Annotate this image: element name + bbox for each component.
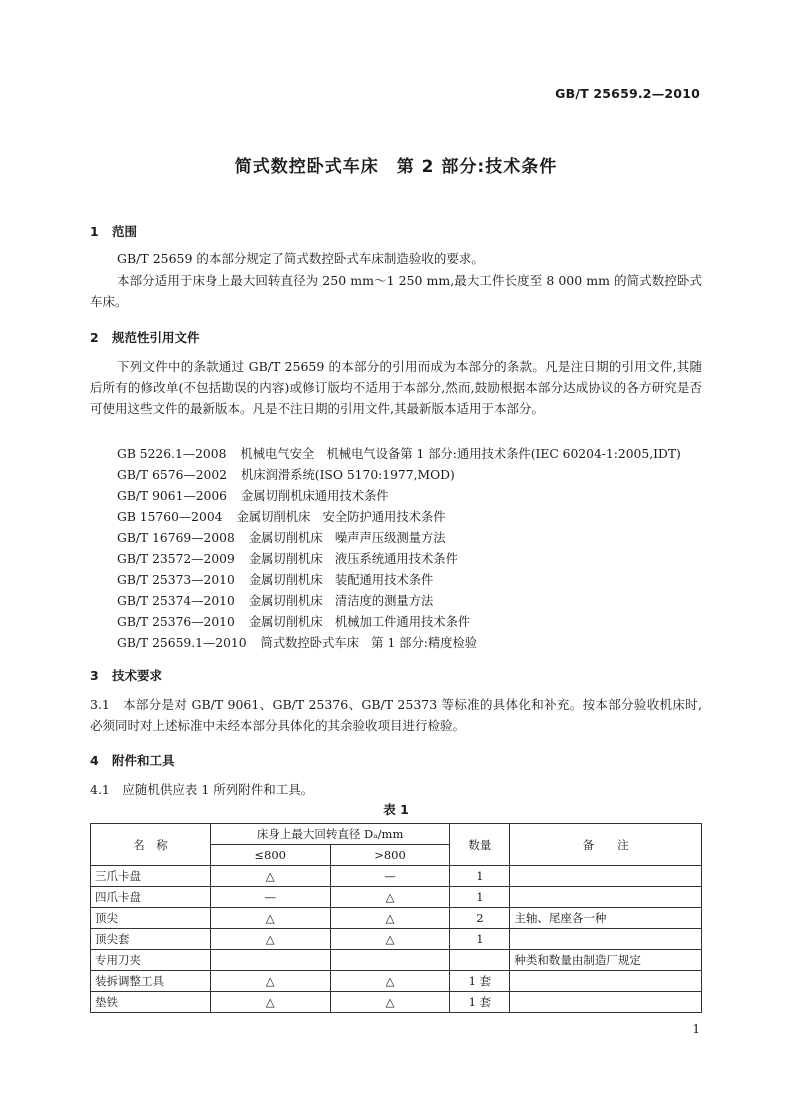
table-header-row	[91, 824, 702, 845]
reference-list	[117, 444, 681, 654]
cell-gt800	[330, 950, 450, 971]
section-title: 附件和工具	[112, 753, 175, 768]
cell-gt800: △	[330, 887, 450, 908]
section-2-heading	[90, 328, 200, 346]
header-name: 名 称	[91, 824, 211, 866]
reference-name: 金属切削机床 液压系统通用技术条件	[248, 552, 458, 566]
section-title: 范围	[112, 224, 138, 239]
cell-le800: △	[210, 971, 330, 992]
cell-remark: 主轴、尾座各一种	[510, 908, 702, 929]
cell-gt800: —	[330, 866, 450, 887]
table-row	[91, 929, 702, 950]
reference-name: 简式数控卧式车床 第 1 部分:精度检验	[260, 636, 478, 650]
table-row	[91, 866, 702, 887]
reference-item	[117, 486, 681, 507]
reference-name: 金属切削机床 清洁度的测量方法	[248, 594, 434, 608]
cell-le800: △	[210, 992, 330, 1013]
cell-quantity	[450, 950, 510, 971]
header-diameter: 床身上最大回转直径 Dₐ/mm	[210, 824, 450, 845]
cell-remark	[510, 929, 702, 950]
cell-le800: △	[210, 929, 330, 950]
reference-name: 金属切削机床通用技术条件	[241, 489, 389, 503]
cell-name: 四爪卡盘	[91, 887, 211, 908]
accessories-table	[90, 823, 702, 1013]
cell-name: 装拆调整工具	[91, 971, 211, 992]
section-number: 4	[90, 753, 99, 768]
reference-item	[117, 612, 681, 633]
cell-quantity: 1	[450, 929, 510, 950]
clause-4-1: 4.1 应随机供应表 1 所列附件和工具。	[90, 782, 314, 797]
table-row	[91, 971, 702, 992]
cell-le800: △	[210, 866, 330, 887]
section-2-paragraph-1: 下列文件中的条款通过 GB/T 25659 的本部分的引用而成为本部分的条款。凡是注日期的引用文件,其随后所有的修改单(不包括勘误的内容)或修订版均不适用于本部分,然而,鼓励根据本部分达成协议的各方研究是否可使用这些文件的最新版本。凡是不注日期的引用文件,其最新版本适用于本部分。	[90, 359, 702, 416]
cell-name: 顶尖	[91, 908, 211, 929]
section-1-paragraph-2: 本部分适用于床身上最大回转直径为 250 mm～1 250 mm,最大工件长度至 8 000 mm 的简式数控卧式车床。	[90, 273, 702, 309]
section-number: 1	[90, 224, 99, 239]
section-4-heading	[90, 751, 175, 769]
reference-code: GB/T 6576—2002	[117, 468, 227, 482]
table-row	[91, 992, 702, 1013]
reference-item	[117, 465, 681, 486]
reference-name: 金属切削机床 装配通用技术条件	[248, 573, 434, 587]
reference-code: GB/T 25376—2010	[117, 615, 235, 629]
section-1-paragraph-1: GB/T 25659 的本部分规定了简式数控卧式车床制造验收的要求。	[117, 251, 484, 266]
reference-code: GB/T 9061—2006	[117, 489, 227, 503]
section-number: 3	[90, 668, 99, 683]
header-le800: ≤800	[210, 845, 330, 866]
section-3-heading	[90, 666, 162, 684]
reference-item	[117, 528, 681, 549]
cell-quantity: 1	[450, 887, 510, 908]
section-number: 2	[90, 330, 99, 345]
cell-remark	[510, 887, 702, 908]
cell-quantity: 1 套	[450, 992, 510, 1013]
section-title: 规范性引用文件	[112, 330, 200, 345]
cell-le800: △	[210, 908, 330, 929]
reference-item	[117, 591, 681, 612]
cell-name: 专用刀夹	[91, 950, 211, 971]
reference-item	[117, 444, 681, 465]
cell-gt800: △	[330, 929, 450, 950]
cell-le800: —	[210, 887, 330, 908]
cell-quantity: 2	[450, 908, 510, 929]
table-row	[91, 950, 702, 971]
reference-code: GB/T 25373—2010	[117, 573, 235, 587]
reference-code: GB 5226.1—2008	[117, 447, 227, 461]
cell-gt800: △	[330, 908, 450, 929]
header-gt800: >800	[330, 845, 450, 866]
cell-quantity: 1	[450, 866, 510, 887]
clause-3-1: 3.1 本部分是对 GB/T 9061、GB/T 25376、GB/T 25373 等标准的具体化和补充。按本部分验收机床时,必须同时对上述标准中未经本部分具体化的其余验收项目进行检验。	[90, 697, 702, 733]
cell-quantity: 1 套	[450, 971, 510, 992]
table-row	[91, 908, 702, 929]
reference-name: 金属切削机床 机械加工件通用技术条件	[248, 615, 471, 629]
cell-name: 三爪卡盘	[91, 866, 211, 887]
section-title: 技术要求	[112, 668, 163, 683]
reference-code: GB 15760—2004	[117, 510, 223, 524]
cell-name: 顶尖套	[91, 929, 211, 950]
reference-item	[117, 549, 681, 570]
cell-remark	[510, 992, 702, 1013]
document-title: 简式数控卧式车床 第 2 部分:技术条件	[234, 157, 558, 177]
reference-code: GB/T 23572—2009	[117, 552, 235, 566]
reference-item	[117, 507, 681, 528]
header-remark: 备 注	[510, 824, 702, 866]
cell-remark	[510, 971, 702, 992]
table-row	[91, 887, 702, 908]
page-number: 1	[692, 1022, 700, 1036]
reference-name: 金属切削机床 安全防护通用技术条件	[236, 510, 446, 524]
reference-item	[117, 570, 681, 591]
reference-name: 金属切削机床 噪声声压级测量方法	[248, 531, 446, 545]
reference-item	[117, 633, 681, 654]
header-quantity: 数量	[450, 824, 510, 866]
reference-code: GB/T 25374—2010	[117, 594, 235, 608]
cell-gt800: △	[330, 971, 450, 992]
reference-name: 机械电气安全 机械电气设备第 1 部分:通用技术条件(IEC 60204-1:2005,IDT)	[240, 447, 681, 461]
reference-code: GB/T 25659.1—2010	[117, 636, 247, 650]
section-1-heading	[90, 222, 137, 240]
reference-code: GB/T 16769—2008	[117, 531, 235, 545]
cell-name: 垫铁	[91, 992, 211, 1013]
cell-remark	[510, 866, 702, 887]
table-caption: 表 1	[383, 802, 409, 817]
standard-number: GB/T 25659.2—2010	[555, 86, 700, 101]
reference-name: 机床润滑系统(ISO 5170:1977,MOD)	[241, 468, 455, 482]
cell-le800	[210, 950, 330, 971]
cell-remark: 种类和数量由制造厂规定	[510, 950, 702, 971]
cell-gt800: △	[330, 992, 450, 1013]
